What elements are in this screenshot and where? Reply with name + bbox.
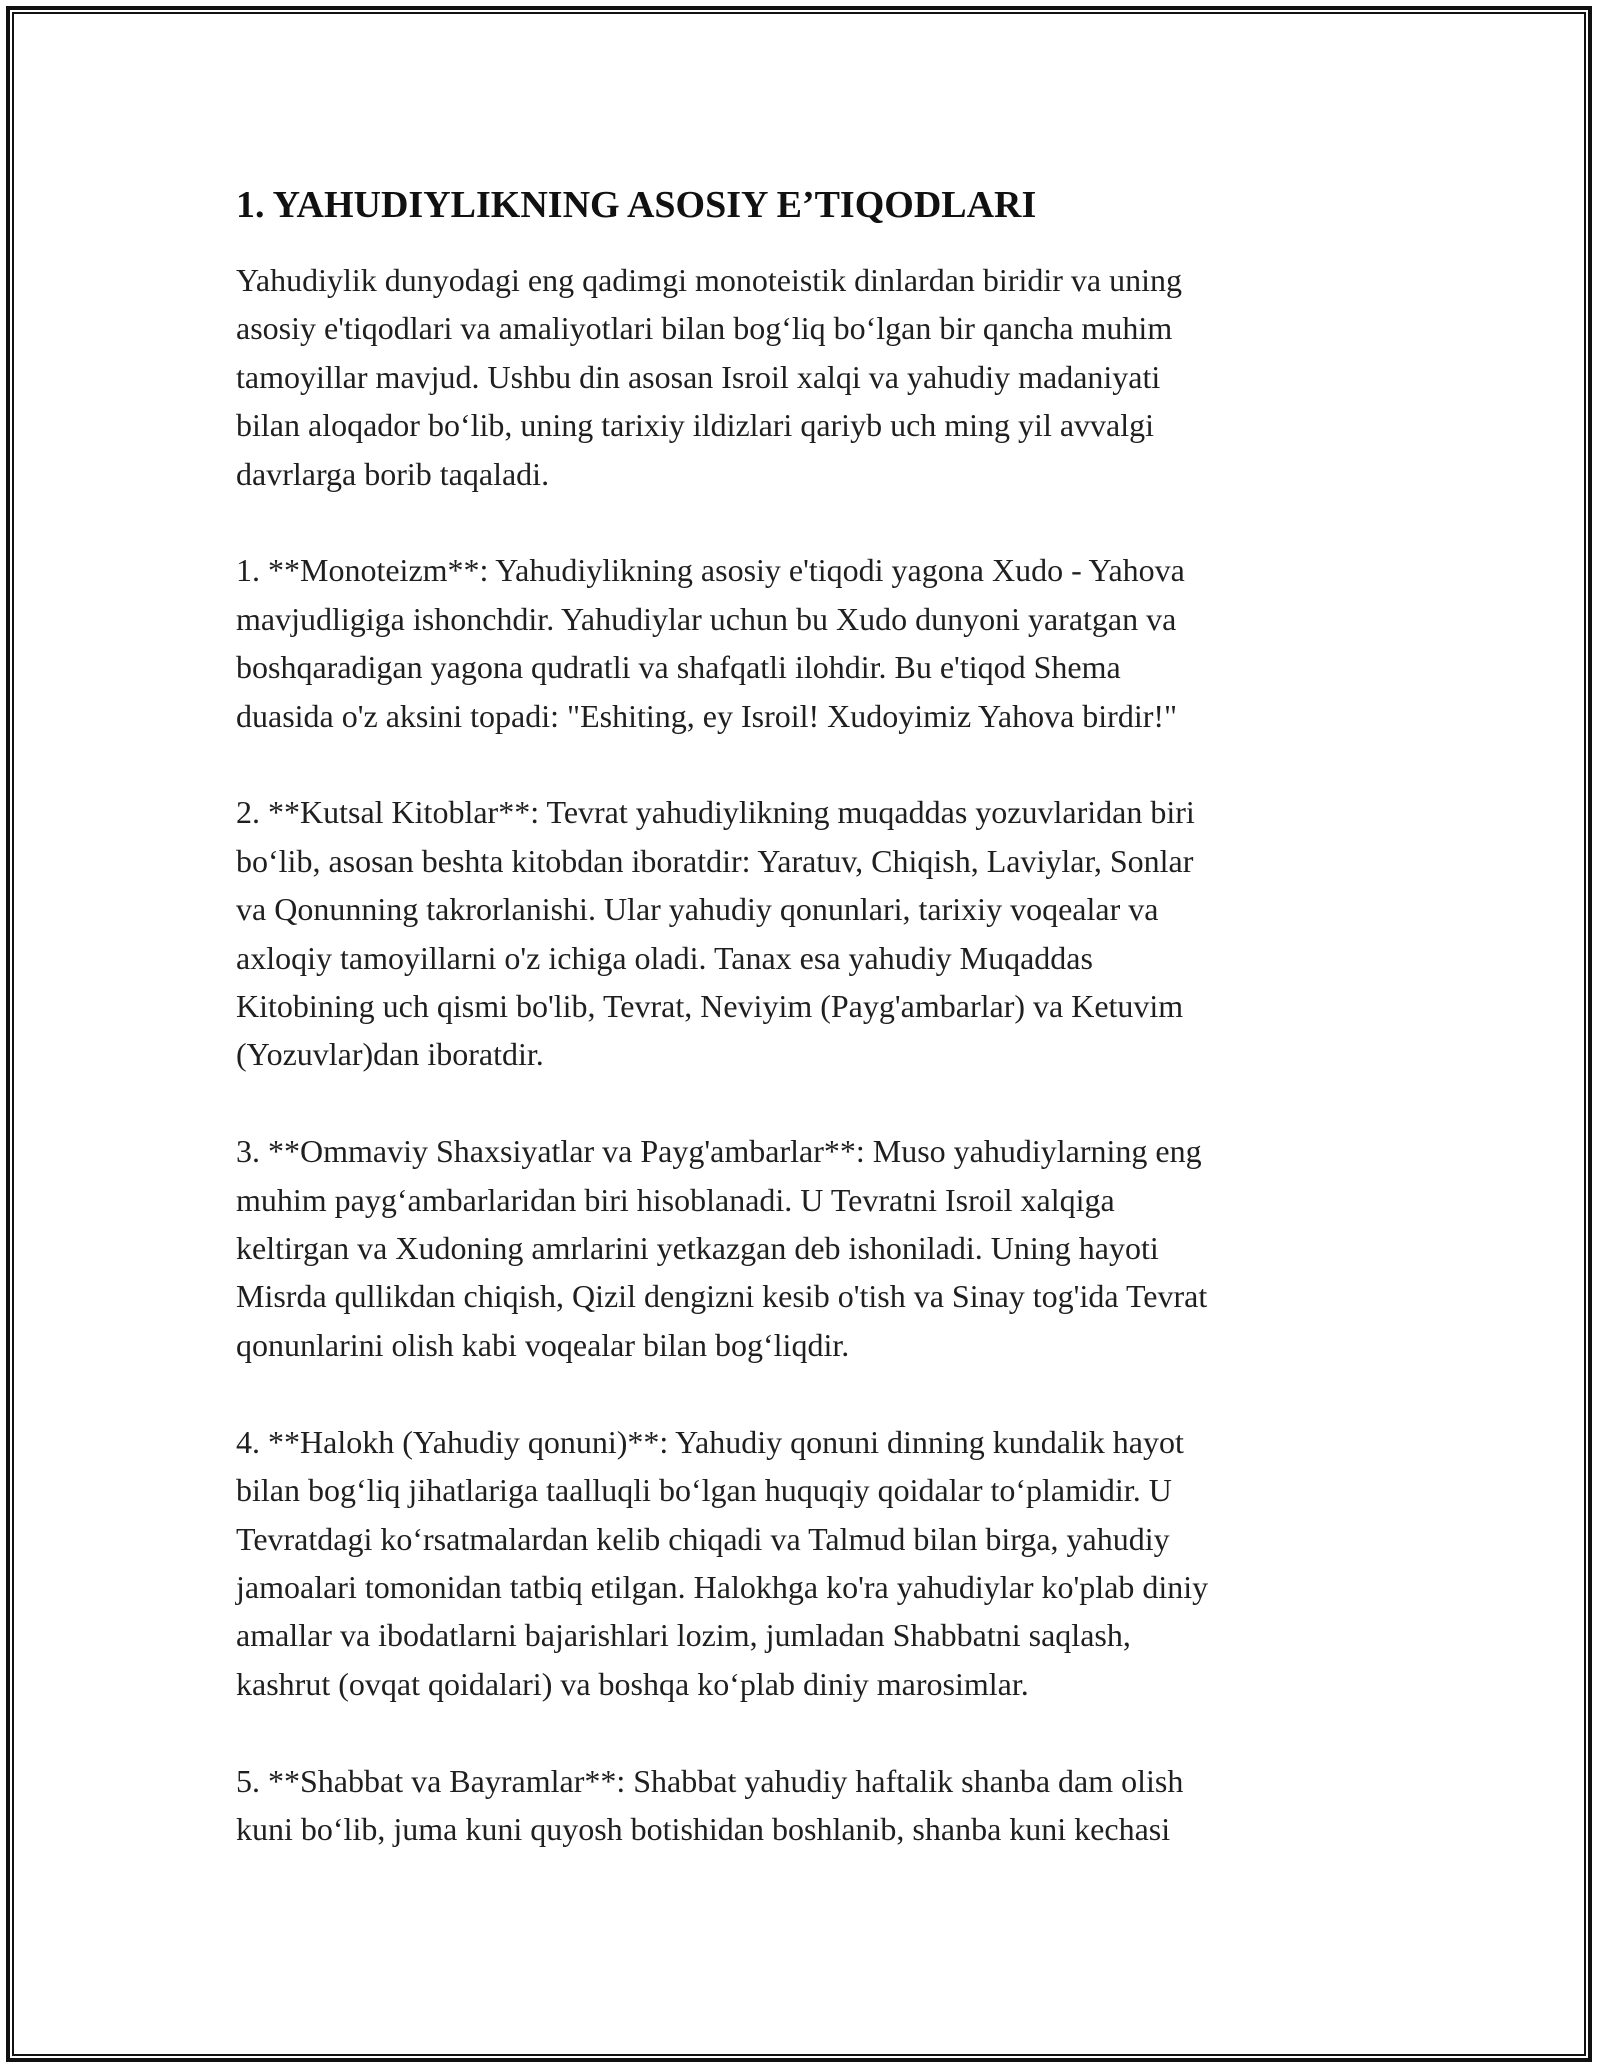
text-line: duasida o'z aksini topadi: "Eshiting, ey Isroil! Xudoyimiz Yahova birdir!"	[236, 697, 1178, 734]
text-line: 3. **Ommaviy Shaxsiyatlar va Payg'ambarlar**: Muso yahudiylarning eng	[236, 1133, 1202, 1170]
paragraph-shabbat	[236, 1757, 1356, 1854]
text-line: mavjudligiga ishonchdir. Yahudiylar uchun bu Xudo dunyoni yaratgan va	[236, 600, 1177, 637]
text-line: tamoyillar mavjud. Ushbu din asosan Isroil xalqi va yahudiy madaniyati	[236, 358, 1161, 395]
document-body	[236, 182, 1356, 1902]
text-line: qonunlarini olish kabi voqealar bilan bog‘liqdir.	[236, 1326, 850, 1363]
text-line: boshqaradigan yagona qudratli va shafqatli ilohdir. Bu e'tiqod Shema	[236, 649, 1121, 686]
paragraph-payg-ambarlar	[236, 1127, 1356, 1369]
text-line: (Yozuvlar)dan iboratdir.	[236, 1036, 544, 1073]
text-line: 5. **Shabbat va Bayramlar**: Shabbat yahudiy haftalik shanba dam olish	[236, 1762, 1184, 1799]
text-line: Tevratdagi ko‘rsatmalardan kelib chiqadi va Talmud bilan birga, yahudiy	[236, 1520, 1170, 1557]
text-line: Misrda qullikdan chiqish, Qizil dengizni kesib o'tish va Sinay tog'ida Tevrat	[236, 1278, 1208, 1315]
paragraph-kutsal-kitoblar	[236, 788, 1356, 1078]
paragraph-intro	[236, 256, 1356, 498]
text-line: axloqiy tamoyillarni o'z ichiga oladi. Tanax esa yahudiy Muqaddas	[236, 939, 1093, 976]
text-line: Yahudiylik dunyodagi eng qadimgi monoteistik dinlardan biridir va uning	[236, 262, 1182, 298]
text-line: Kitobining uch qismi bo'lib, Tevrat, Neviyim (Payg'ambarlar) va Ketuvim	[236, 988, 1184, 1025]
paragraph-monoteizm	[236, 546, 1356, 740]
text-line: bilan aloqador bo‘lib, uning tarixiy ildizlari qariyb uch ming yil avvalgi	[236, 407, 1155, 444]
text-line: davrlarga borib taqaladi.	[236, 455, 550, 492]
text-line: muhim payg‘ambarlaridan biri hisoblanadi. U Tevratni Isroil xalqiga	[236, 1181, 1115, 1218]
text-line: 1. **Monoteizm**: Yahudiylikning asosiy e'tiqodi yagona Xudo - Yahova	[236, 552, 1185, 589]
document-title: 1. YAHUDIYLIKNING ASOSIY E’TIQODLARI	[236, 184, 1037, 226]
text-line: 2. **Kutsal Kitoblar**: Tevrat yahudiylikning muqaddas yozuvlaridan biri	[236, 794, 1195, 831]
paragraph-halokh	[236, 1418, 1356, 1708]
text-line: jamoalari tomonidan tatbiq etilgan. Halokhga ko'ra yahudiylar ko'plab diniy	[236, 1568, 1209, 1605]
text-line: kashrut (ovqat qoidalari) va boshqa ko‘plab diniy marosimlar.	[236, 1665, 1029, 1702]
text-line: bo‘lib, asosan beshta kitobdan iboratdir: Yaratuv, Chiqish, Laviylar, Sonlar	[236, 842, 1194, 879]
text-line: kuni bo‘lib, juma kuni quyosh botishidan boshlanib, shanba kuni kechasi	[236, 1810, 1171, 1847]
text-line: amallar va ibodatlarni bajarishlari lozim, jumladan Shabbatni saqlash,	[236, 1617, 1131, 1654]
text-line: bilan bog‘liq jihatlariga taalluqli bo‘lgan huquqiy qoidalar to‘plamidir. U	[236, 1472, 1172, 1509]
text-line: keltirgan va Xudoning amrlarini yetkazgan deb ishoniladi. Uning hayoti	[236, 1230, 1159, 1267]
text-line: asosiy e'tiqodlari va amaliyotlari bilan bog‘liq bo‘lgan bir qancha muhim	[236, 310, 1173, 347]
text-line: 4. **Halokh (Yahudiy qonuni)**: Yahudiy qonuni dinning kundalik hayot	[236, 1423, 1184, 1460]
text-line: va Qonunning takrorlanishi. Ular yahudiy qonunlari, tarixiy voqealar va	[236, 891, 1159, 928]
